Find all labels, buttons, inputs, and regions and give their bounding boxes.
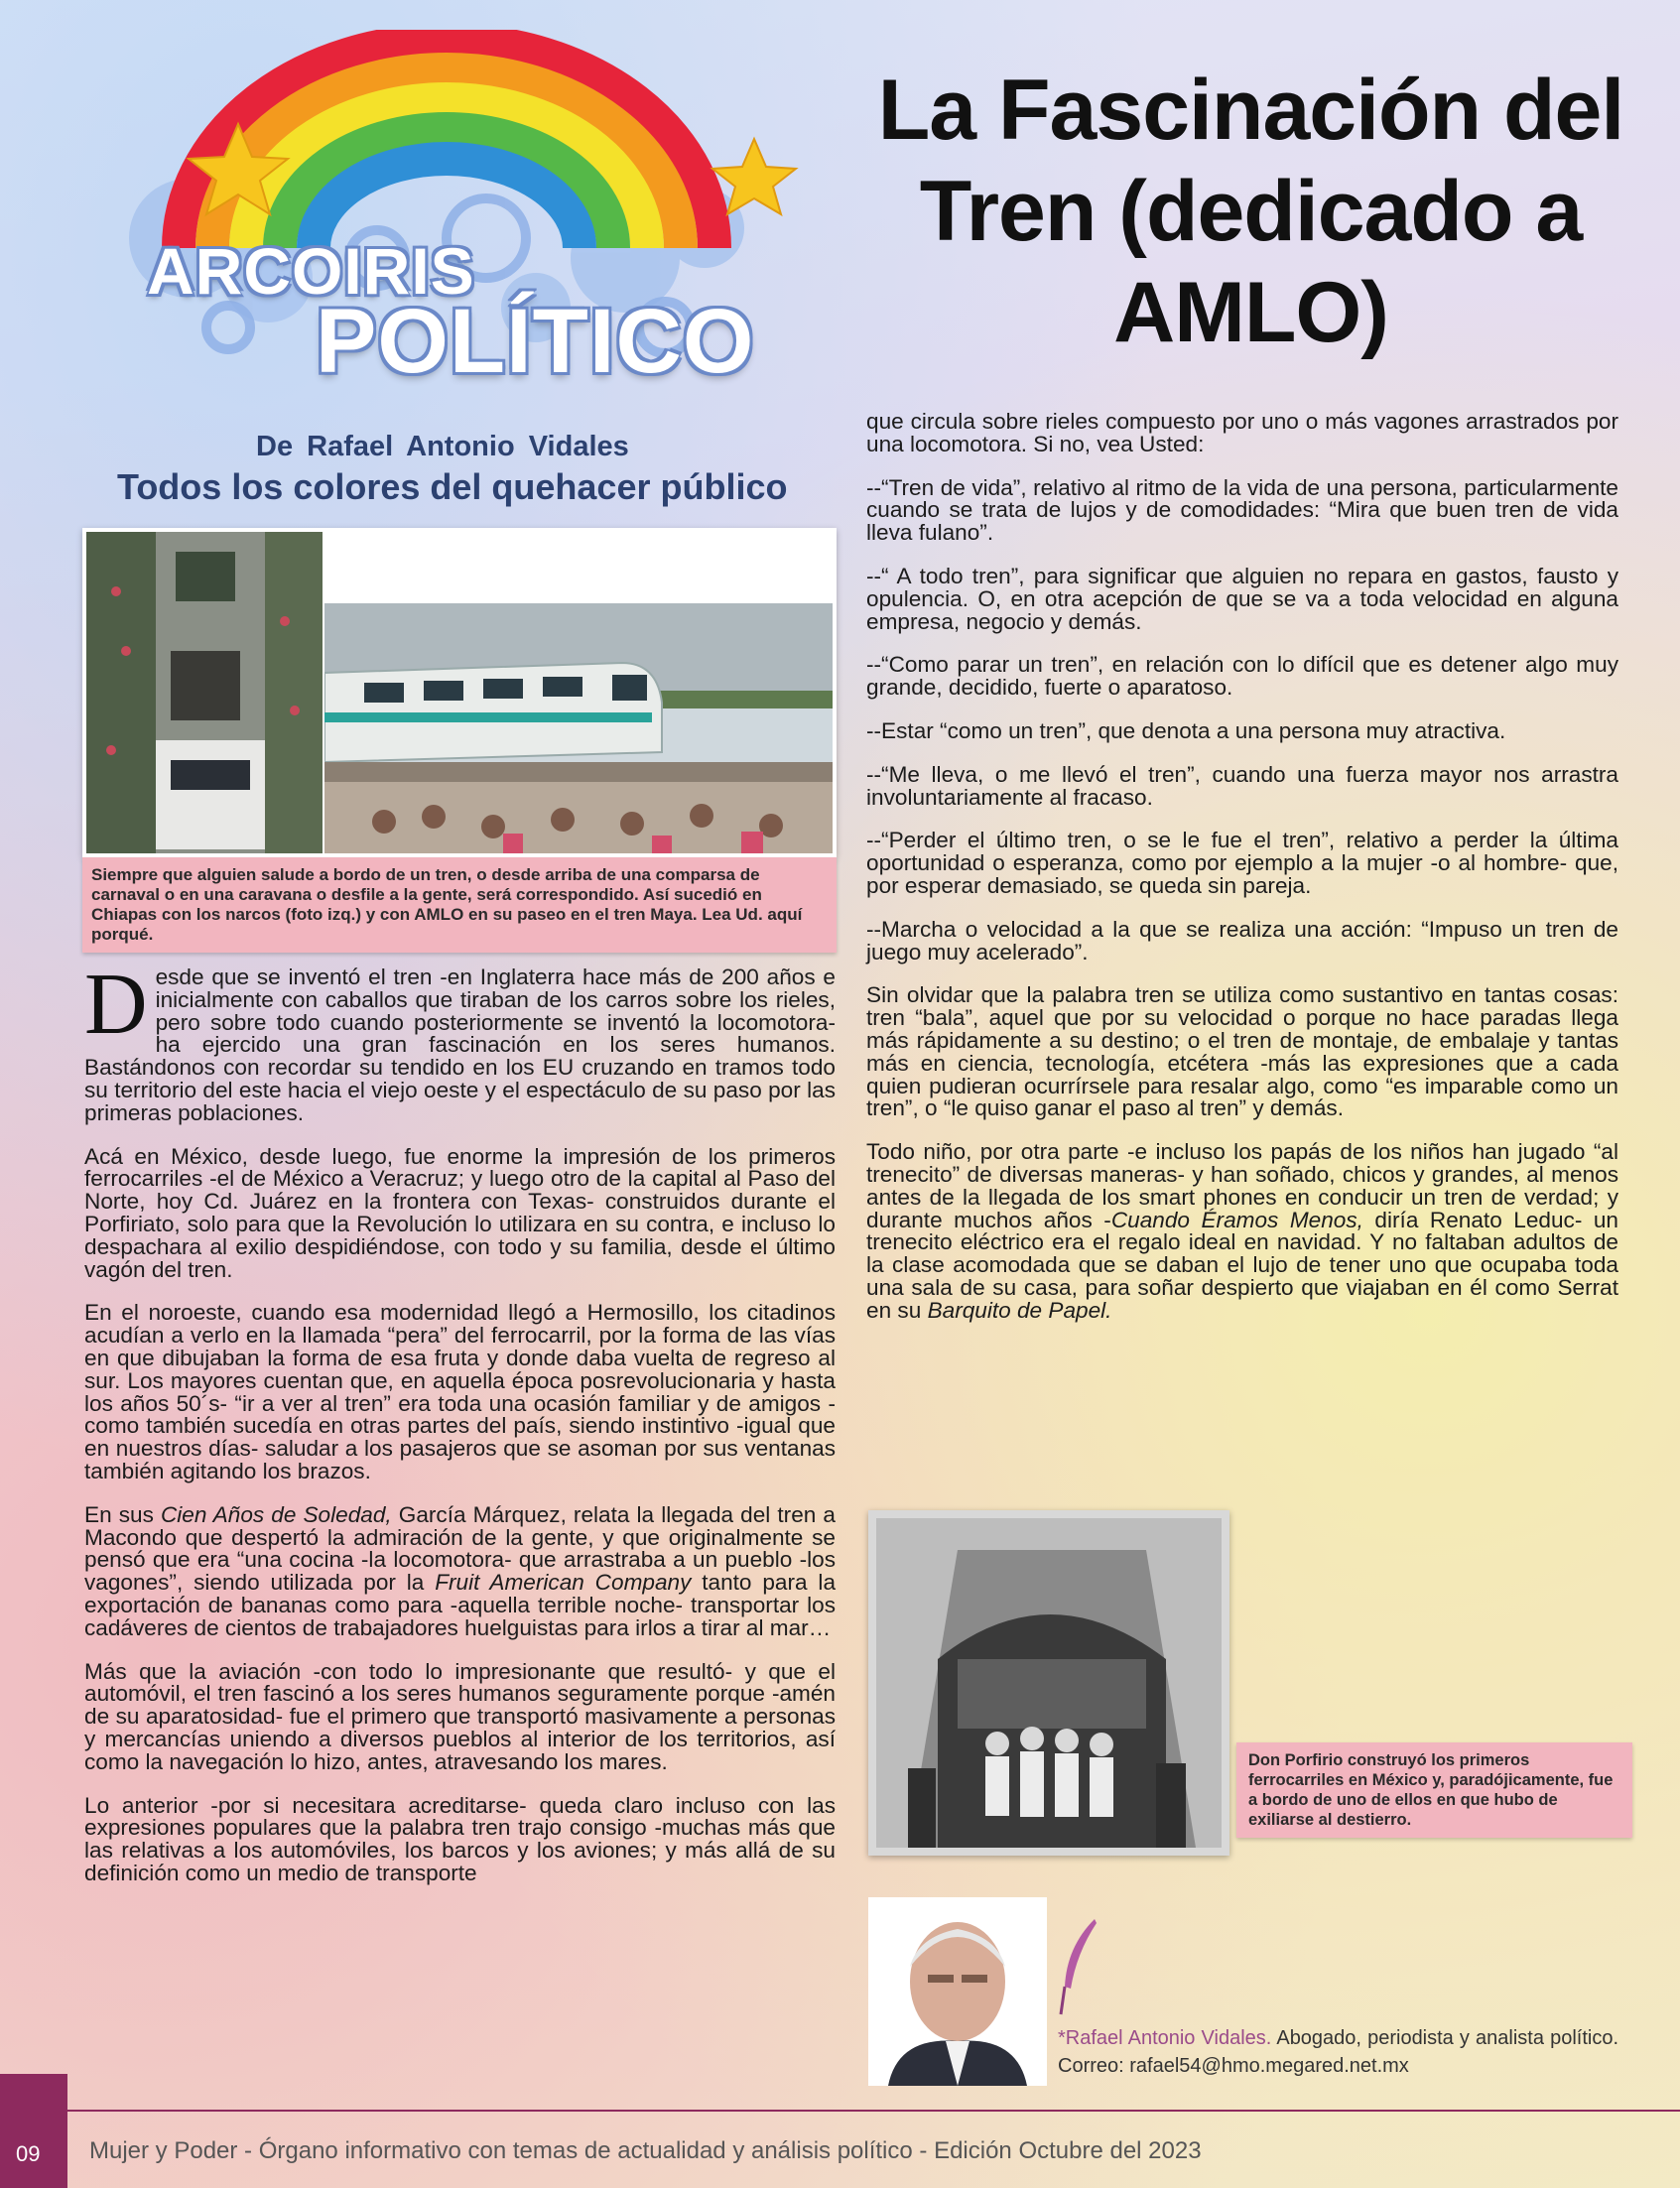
quill-icon <box>1057 1917 1100 2016</box>
porfirio-train-photo <box>868 1510 1229 1856</box>
paragraph: Acá en México, desde luego, fue enorme la impresión de los primeros ferrocarriles -el de México a Veracruz; y luego otro de la capital al Paso del Norte, hoy Cd. Juárez en la frontera con Texas- construidos durante el Porfiriato, solo para que la Revolución lo utilizara en su contra, e incluso lo despachara al exilio despidiéndose, con todo y su familia, desde el último vagón del tren. <box>84 1143 836 1282</box>
paragraph: --“Perder el último tren, o se le fue el tren”, relativo a perder la última oportunidad o esperanza, como por ejemplo a la mujer -o al hombre- que, por esperar demasiado, se queda sin pareja. <box>866 828 1618 898</box>
paragraph-text: esde que se inventó el tren -en Inglaterra hace más de 200 años e inicialmente con caballos que tiraban de los carros sobre los rieles, pero sobre todo cuando posteriormente se inventó la locomotora- ha ejercido una gran fascinación en los seres humanos. Bastándonos con recordar su tendido en los EU cruzando en tramos todo su territorio del este hacia el viejo oeste y el espectáculo de su paso por las primeras poblaciones. <box>84 965 836 1125</box>
paragraph-text: tanto para la exportación de bananas como para -aquella terrible noche- transportar los cadáveres de cientos de trabajadores huelguistas para irlos a tirar al mar… <box>84 1570 837 1640</box>
paragraph: Sin olvidar que la palabra tren se utiliza como sustantivo en tantas cosas: tren “bala”, aquel que por su velocidad o porque no hace paradas llega más rápidamente a su destino; o el tren de montaje, de embalaje y tantas más en ciencia, tecnología, etcétera -más las expresiones que a cada quien pudieran ocurrírsele para resalar algo, como “es imparable como un tren”, o “le quiso ganar el paso al tren” y demás. <box>866 982 1618 1121</box>
page-number: 09 <box>16 2141 41 2166</box>
book-title: Cien Años de Soledad, <box>160 1501 392 1527</box>
author-name: *Rafael Antonio Vidales. <box>1058 2027 1272 2049</box>
logo-line1: ARCOIRIS <box>147 234 475 308</box>
paragraph: En el noroeste, cuando esa modernidad llegó a Hermosillo, los citadinos acudían a verlo en la llamada “pera” del ferrocarril, por la forma de las vías en que dibujaban la forma de esa fruta y donde daba vuelta de regreso al sur. Los mayores cuentan que, en aquella época posrevolucionaria y hasta los años 50´s- “ir a ver al tren” era toda una ocasión familiar y de amigos -como también sucedía en otras partes del país, siendo instintivo -igual que en nuestros días- saludar a los pasajeros que se asoman por sus ventanas también agitando los brazos. <box>84 1300 836 1483</box>
paragraph: --“Tren de vida”, relativo al ritmo de la vida de una persona, particularmente cuando se trata de lujos y de comodidades: “Mira que buen tren de vida lleva fulano”. <box>866 474 1618 546</box>
article-right-column <box>866 411 1618 1344</box>
paragraph-text: García Márquez, relata la llegada del tren a Macondo que despertó la admiración de la gente, y que originalmente se pensó que era “una cocina -la locomotora- que arrastraba a un pueblo -los vagones”, siendo utilizada por la <box>84 1501 836 1596</box>
page-number-block <box>0 2074 67 2188</box>
paragraph: --Marcha o velocidad a la que se realiza una acción: “Impuso un tren de juego muy acelerado”. <box>866 916 1618 965</box>
byline: De Rafael Antonio Vidales <box>256 431 629 462</box>
author-bio-text: Abogado, periodista y analista político. Correo: rafael54@hmo.megared.net.mx <box>1058 2027 1618 2077</box>
company-name: Fruit American Company <box>435 1570 692 1596</box>
song-title: Barquito de Papel. <box>927 1297 1112 1323</box>
paragraph-text: En sus <box>84 1501 161 1527</box>
paragraph: que circula sobre rieles compuesto por uno o más vagones arrastrados por una locomotora. Si no, vea Usted: <box>866 409 1618 456</box>
article-left-column <box>84 957 837 1906</box>
author-bio <box>1058 2024 1618 2080</box>
photo-caption: Siempre que alguien salude a bordo de un tren, o desde arriba de una comparsa de carnaval o en una caravana o desfile a la gente, será correspondido. Así sucedió en Chiapas con los narcos (foto izq.) y con AMLO en su paseo en el tren Maya. Lea Ud. aquí porqué. <box>82 857 837 953</box>
paragraph: --“Me lleva, o me llevó el tren”, cuando una fuerza mayor nos arrastra involuntariamente al fracaso. <box>866 761 1618 810</box>
paragraph: --Estar “como un tren”, que denota a una persona muy atractiva. <box>866 717 1506 743</box>
footer-divider <box>0 2110 1680 2112</box>
tren-maya-photo <box>324 603 833 853</box>
paragraph <box>84 1501 837 1640</box>
photo-caption-porfirio: Don Porfirio construyó los primeros ferrocarriles en México y, paradójicamente, fue a bordo de uno de ellos en que hubo de exiliarse al destierro. <box>1236 1742 1632 1838</box>
article-title: La Fascinación del Tren (dedicado a AMLO) <box>877 63 1624 360</box>
paragraph <box>84 957 836 1125</box>
tagline: Todos los colores del quehacer público <box>117 466 788 507</box>
paragraph-text: Todo niño, por otra parte -e incluso los papás de los niños han jugado “al trenecito” de diversas maneras- y han soñado, chicos y grandes, al menos antes de la llegada de los smart phones en conducir un tren de verdad; y durante muchos años - <box>866 1139 1618 1232</box>
paragraph-text: diría Renato Leduc- un trenecito eléctrico era el regalo ideal en navidad. Y no faltaban adultos de la clase acomodada que se daban el lujo de tener uno que ocupaba toda una sala de su casa, para soñar despierto que viajaban en él como Serrat en su <box>866 1207 1618 1323</box>
book-title: Cuando Éramos Menos, <box>1110 1207 1363 1232</box>
column-logo <box>69 30 824 437</box>
author-photo <box>868 1897 1047 2086</box>
paragraph: --“Como parar un tren”, en relación con lo difícil que es detener algo muy grande, decidido, fuerte o aparatoso. <box>866 652 1618 701</box>
footer-text: Mujer y Poder - Órgano informativo con temas de actualidad y análisis político - Edición Octubre del 2023 <box>89 2137 1202 2164</box>
drop-cap: D <box>84 957 148 1053</box>
paragraph: Lo anterior -por si necesitara acreditarse- queda claro incluso con las expresiones populares que la palabra tren trajo consigo -muchas más que las relativas a los automóviles, los barcos y los aviones; y más allá de su definición como un medio de transporte <box>84 1792 836 1885</box>
photo-panel <box>82 528 837 857</box>
logo-line2: POLÍTICO <box>316 291 755 392</box>
paragraph: --“ A todo tren”, para significar que alguien no repara en gastos, fausto y opulencia. O, en otra acepción de que se va a toda velocidad en alguna empresa, negocio y demás. <box>866 563 1618 634</box>
paragraph <box>866 1141 1618 1322</box>
convoy-photo <box>86 532 323 853</box>
paragraph: Más que la aviación -con todo lo impresionante que resultó- y que el automóvil, el tren fascinó a los seres humanos seguramente porque -amén de su aparatosidad- fue el primero que transportó masivamente a personas y mercancías uniendo a diversos pueblos al interior de los territorios, así como la navegación lo hizo, antes, atravesando los mares. <box>84 1658 836 1774</box>
